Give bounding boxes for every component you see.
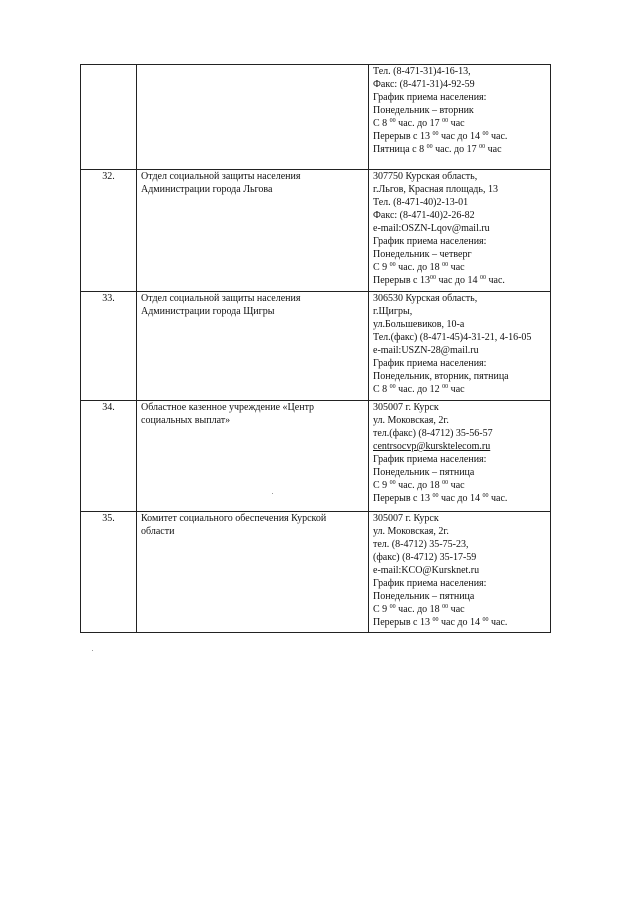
contact-info-line bbox=[373, 512, 546, 525]
superscript-minutes: 00 bbox=[426, 144, 433, 150]
text-segment: Факс: (8-471-31)4-92-59 bbox=[373, 79, 475, 90]
contact-info-line bbox=[373, 235, 546, 248]
organization-name-line: Администрации города Щигры bbox=[141, 306, 275, 317]
text-segment: час. до 18 bbox=[395, 604, 443, 615]
superscript-minutes: 00 bbox=[482, 493, 489, 499]
contact-info-line bbox=[373, 564, 546, 577]
text-segment: 305007 г. Курск bbox=[373, 402, 439, 413]
contact-info-line bbox=[373, 209, 546, 222]
superscript-minutes: 00 bbox=[479, 144, 486, 150]
text-segment: Понедельник, вторник, пятница bbox=[373, 371, 509, 382]
contact-info-line bbox=[373, 104, 546, 117]
text-segment: С 8 bbox=[373, 384, 390, 395]
row-number: 34. bbox=[81, 401, 137, 512]
text-segment: Понедельник – пятница bbox=[373, 591, 475, 602]
contact-info-line bbox=[373, 222, 546, 235]
contact-info-line bbox=[373, 577, 546, 590]
superscript-minutes: 00 bbox=[442, 384, 449, 390]
row-number: 32. bbox=[81, 170, 137, 292]
contact-info-line bbox=[373, 130, 546, 143]
organization-name bbox=[137, 512, 369, 633]
contact-info bbox=[369, 512, 551, 633]
text-segment: График приема населения: bbox=[373, 454, 487, 465]
contact-info-line bbox=[373, 78, 546, 91]
superscript-minutes: 00 bbox=[389, 262, 396, 268]
contact-info-line bbox=[373, 383, 546, 396]
contact-info-line bbox=[373, 117, 546, 130]
text-segment: г.Щигры, bbox=[373, 306, 413, 317]
contact-info-line bbox=[373, 183, 546, 196]
text-segment: 306530 Курская область, bbox=[373, 293, 478, 304]
email-link: centrsocvp@kursktelecom.ru bbox=[373, 441, 491, 452]
contact-info-line bbox=[373, 196, 546, 209]
superscript-minutes: 00 bbox=[479, 275, 486, 281]
superscript-minutes: 00 bbox=[432, 493, 439, 499]
superscript-minutes: 00 bbox=[389, 384, 396, 390]
text-segment: час bbox=[448, 118, 465, 129]
text-segment: С 9 bbox=[373, 262, 390, 273]
text-segment: час. до 17 bbox=[432, 144, 480, 155]
text-segment: ул. Моковская, 2г. bbox=[373, 526, 449, 537]
contact-info-line bbox=[373, 525, 546, 538]
contact-info-line bbox=[373, 492, 546, 505]
text-segment: Перерыв с 13 bbox=[373, 275, 430, 286]
superscript-minutes: 00 bbox=[429, 275, 436, 281]
contact-info-line bbox=[373, 248, 546, 261]
organization-name-line: области bbox=[141, 526, 175, 537]
contact-info-line bbox=[373, 370, 546, 383]
text-segment: Тел.(факс) (8-471-45)4-31-21, 4-16-05 bbox=[373, 332, 532, 343]
organization-name-line: Отдел социальной защиты населения bbox=[141, 293, 301, 304]
contact-info-line bbox=[373, 170, 546, 183]
table-row bbox=[81, 292, 551, 401]
contact-info-line bbox=[373, 440, 546, 453]
text-segment: час. до 18 bbox=[395, 480, 443, 491]
organization-name bbox=[137, 65, 369, 170]
text-segment: час до 14 bbox=[438, 131, 483, 142]
text-segment: Факс: (8-471-40)2-26-82 bbox=[373, 210, 475, 221]
text-segment: час. bbox=[485, 275, 505, 286]
text-segment: час до 14 bbox=[438, 493, 483, 504]
table-row bbox=[81, 512, 551, 633]
contact-info-line bbox=[373, 603, 546, 616]
text-segment: (факс) (8-4712) 35-17-59 bbox=[373, 552, 477, 563]
organization-name-line: Администрации города Льгова bbox=[141, 184, 273, 195]
text-segment: Пятница с 8 bbox=[373, 144, 427, 155]
text-segment: Перерыв с 13 bbox=[373, 131, 433, 142]
row-number: 35. bbox=[81, 512, 137, 633]
table-row bbox=[81, 65, 551, 170]
contact-info-line bbox=[373, 466, 546, 479]
superscript-minutes: 00 bbox=[442, 480, 449, 486]
text-segment: час bbox=[448, 262, 465, 273]
superscript-minutes: 00 bbox=[389, 118, 396, 124]
text-segment: С 9 bbox=[373, 604, 390, 615]
text-segment: час. bbox=[488, 493, 508, 504]
superscript-minutes: 00 bbox=[389, 604, 396, 610]
text-segment: час bbox=[485, 144, 502, 155]
text-segment: час. bbox=[488, 131, 508, 142]
text-segment: г.Льгов, Красная площадь, 13 bbox=[373, 184, 498, 195]
text-segment: С 8 bbox=[373, 118, 390, 129]
text-segment: Перерыв с 13 bbox=[373, 493, 433, 504]
contact-info-line bbox=[373, 344, 546, 357]
contact-info-line bbox=[373, 427, 546, 440]
contacts-table-body bbox=[81, 65, 551, 633]
row-number bbox=[81, 65, 137, 170]
contact-info-line bbox=[373, 274, 546, 287]
contact-info-line bbox=[373, 331, 546, 344]
contact-info-line bbox=[373, 357, 546, 370]
text-segment: час. до 12 bbox=[395, 384, 443, 395]
text-segment: час. bbox=[488, 617, 508, 628]
text-segment: час bbox=[448, 384, 465, 395]
organization-name bbox=[137, 170, 369, 292]
contact-info-line bbox=[373, 305, 546, 318]
superscript-minutes: 00 bbox=[432, 131, 439, 137]
text-segment: час bbox=[448, 480, 465, 491]
scan-speck bbox=[92, 650, 93, 651]
text-segment: 305007 г. Курск bbox=[373, 513, 439, 524]
text-segment: e-mail:KCO@Kursknet.ru bbox=[373, 565, 480, 576]
contact-info-line bbox=[373, 65, 546, 78]
contact-info bbox=[369, 170, 551, 292]
contact-info-line bbox=[373, 318, 546, 331]
contact-info-line bbox=[373, 414, 546, 427]
text-segment: час. до 18 bbox=[395, 262, 443, 273]
contact-info bbox=[369, 292, 551, 401]
contacts-table bbox=[80, 64, 551, 633]
superscript-minutes: 00 bbox=[389, 480, 396, 486]
contact-info-line bbox=[373, 551, 546, 564]
text-segment: Понедельник – четверг bbox=[373, 249, 472, 260]
text-segment: График приема населения: bbox=[373, 578, 487, 589]
superscript-minutes: 00 bbox=[482, 131, 489, 137]
text-segment: ул.Большевиков, 10-а bbox=[373, 319, 465, 330]
contact-info-line bbox=[373, 453, 546, 466]
superscript-minutes: 00 bbox=[432, 617, 439, 623]
text-segment: Тел. (8-471-40)2-13-01 bbox=[373, 197, 469, 208]
table-row bbox=[81, 401, 551, 512]
text-segment: Понедельник – пятница bbox=[373, 467, 475, 478]
text-segment: Понедельник – вторник bbox=[373, 105, 474, 116]
text-segment: График приема населения: bbox=[373, 358, 487, 369]
contact-info-line bbox=[373, 590, 546, 603]
contact-info bbox=[369, 401, 551, 512]
contact-info-line bbox=[373, 401, 546, 414]
row-number: 33. bbox=[81, 292, 137, 401]
text-segment: час. до 17 bbox=[395, 118, 443, 129]
text-segment: час до 14 bbox=[438, 617, 483, 628]
contact-info-line bbox=[373, 143, 546, 156]
organization-name bbox=[137, 401, 369, 512]
superscript-minutes: 00 bbox=[442, 604, 449, 610]
contact-info-line bbox=[373, 91, 546, 104]
text-segment: ул. Моковская, 2г. bbox=[373, 415, 449, 426]
organization-name-line: социальных выплат» bbox=[141, 415, 231, 426]
contact-info-line bbox=[373, 616, 546, 629]
text-segment: График приема населения: bbox=[373, 236, 487, 247]
text-segment: час bbox=[448, 604, 465, 615]
text-segment: С 9 bbox=[373, 480, 390, 491]
text-segment: График приема населения: bbox=[373, 92, 487, 103]
organization-name-line: Областное казенное учреждение «Центр bbox=[141, 402, 315, 413]
text-segment: 307750 Курская область, bbox=[373, 171, 478, 182]
organization-name bbox=[137, 292, 369, 401]
text-segment: час до 14 bbox=[435, 275, 480, 286]
superscript-minutes: 00 bbox=[482, 617, 489, 623]
table-row bbox=[81, 170, 551, 292]
text-segment: e-mail:OSZN-Lqov@mail.ru bbox=[373, 223, 490, 234]
contact-info-line bbox=[373, 292, 546, 305]
organization-name-line: Комитет социального обеспечения Курской bbox=[141, 513, 327, 524]
text-segment: e-mail:USZN-28@mail.ru bbox=[373, 345, 479, 356]
text-segment: Тел. (8-471-31)4-16-13, bbox=[373, 66, 471, 77]
scan-speck bbox=[272, 493, 273, 494]
contact-info-line bbox=[373, 479, 546, 492]
organization-name-line: Отдел социальной защиты населения bbox=[141, 171, 301, 182]
contact-info-line bbox=[373, 538, 546, 551]
text-segment: тел.(факс) (8-4712) 35-56-57 bbox=[373, 428, 493, 439]
contact-info-line bbox=[373, 261, 546, 274]
superscript-minutes: 00 bbox=[442, 118, 449, 124]
superscript-minutes: 00 bbox=[442, 262, 449, 268]
contact-info bbox=[369, 65, 551, 170]
text-segment: тел. (8-4712) 35-75-23, bbox=[373, 539, 469, 550]
text-segment: Перерыв с 13 bbox=[373, 617, 433, 628]
